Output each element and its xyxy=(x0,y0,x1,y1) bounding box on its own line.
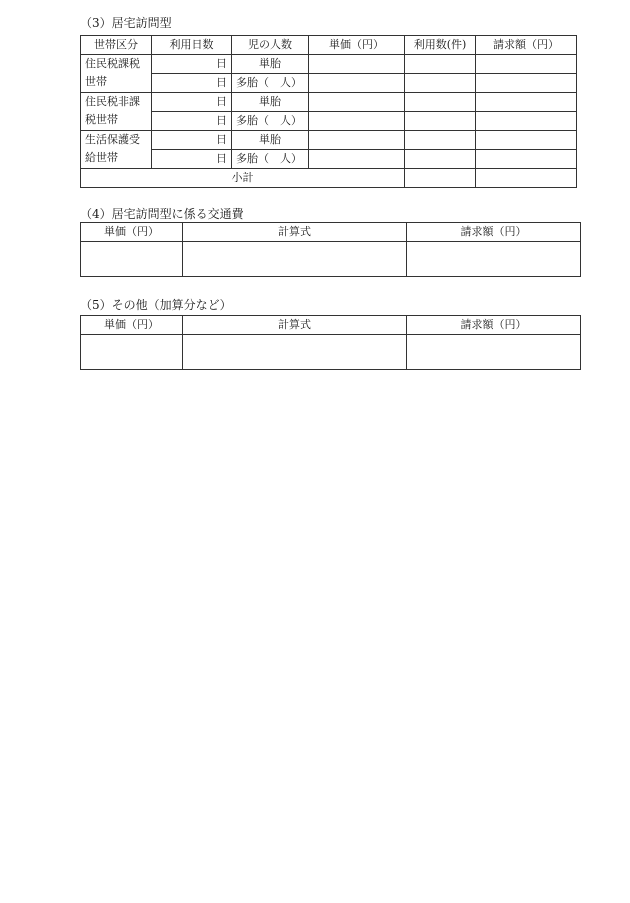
unit-price-cell[interactable] xyxy=(81,335,183,370)
days-cell[interactable]: 日 xyxy=(152,93,232,112)
billing-amount-cell[interactable] xyxy=(476,112,577,131)
children-cell: 多胎（ 人） xyxy=(232,150,309,169)
header-usage-count: 利用数(件) xyxy=(405,36,476,55)
formula-cell[interactable] xyxy=(183,242,407,277)
children-cell: 多胎（ 人） xyxy=(232,112,309,131)
children-cell: 単胎 xyxy=(232,93,309,112)
billing-amount-cell[interactable] xyxy=(476,131,577,150)
days-cell[interactable]: 日 xyxy=(152,131,232,150)
table-row xyxy=(81,55,577,74)
table-row xyxy=(81,131,577,150)
section5-title: （5）その他（加算分など） xyxy=(80,298,232,312)
unit-price-cell[interactable] xyxy=(309,93,405,112)
subtotal-billing-amount-cell[interactable] xyxy=(476,169,577,188)
category-line2: 税世帯 xyxy=(85,113,118,126)
days-cell[interactable]: 日 xyxy=(152,55,232,74)
household-category xyxy=(81,131,152,169)
header-formula: 計算式 xyxy=(183,316,407,335)
header-billing-amount: 請求額（円） xyxy=(407,223,581,242)
category-line2: 給世帯 xyxy=(85,151,118,164)
table-row xyxy=(81,242,581,277)
subtotal-label: 小計 xyxy=(81,169,405,188)
header-days: 利用日数 xyxy=(152,36,232,55)
table-header-row xyxy=(81,223,581,242)
usage-count-cell[interactable] xyxy=(405,74,476,93)
subtotal-row xyxy=(81,169,577,188)
usage-count-cell[interactable] xyxy=(405,55,476,74)
unit-price-cell[interactable] xyxy=(309,131,405,150)
unit-price-cell[interactable] xyxy=(309,150,405,169)
unit-price-cell[interactable] xyxy=(309,112,405,131)
section3-title: （3）居宅訪問型 xyxy=(80,16,172,30)
table-row xyxy=(81,150,577,169)
header-children: 児の人数 xyxy=(232,36,309,55)
table-header-row xyxy=(81,36,577,55)
children-cell: 多胎（ 人） xyxy=(232,74,309,93)
header-household: 世帯区分 xyxy=(81,36,152,55)
other-charges-table xyxy=(80,315,581,370)
usage-count-cell[interactable] xyxy=(405,131,476,150)
subtotal-usage-count-cell[interactable] xyxy=(405,169,476,188)
unit-price-cell[interactable] xyxy=(309,74,405,93)
section4-title: （4）居宅訪問型に係る交通費 xyxy=(80,207,244,221)
days-cell[interactable]: 日 xyxy=(152,150,232,169)
billing-amount-cell[interactable] xyxy=(476,55,577,74)
billing-amount-cell[interactable] xyxy=(476,93,577,112)
unit-price-cell[interactable] xyxy=(309,55,405,74)
formula-cell[interactable] xyxy=(183,335,407,370)
billing-amount-cell[interactable] xyxy=(476,74,577,93)
table-row xyxy=(81,335,581,370)
header-unit-price: 単価（円） xyxy=(81,316,183,335)
table-header-row xyxy=(81,316,581,335)
billing-amount-cell[interactable] xyxy=(476,150,577,169)
household-category xyxy=(81,55,152,93)
header-billing-amount: 請求額（円） xyxy=(407,316,581,335)
table-row xyxy=(81,74,577,93)
household-category xyxy=(81,93,152,131)
header-unit-price: 単価（円） xyxy=(309,36,405,55)
days-cell[interactable]: 日 xyxy=(152,112,232,131)
unit-price-cell[interactable] xyxy=(81,242,183,277)
category-line1: 住民税課税 xyxy=(85,57,140,70)
category-line2: 世帯 xyxy=(85,75,107,88)
table-row xyxy=(81,112,577,131)
billing-amount-cell[interactable] xyxy=(407,242,581,277)
header-formula: 計算式 xyxy=(183,223,407,242)
category-line1: 生活保護受 xyxy=(85,133,140,146)
children-cell: 単胎 xyxy=(232,131,309,150)
billing-amount-cell[interactable] xyxy=(407,335,581,370)
header-billing-amount: 請求額（円） xyxy=(476,36,577,55)
table-row xyxy=(81,93,577,112)
days-cell[interactable]: 日 xyxy=(152,74,232,93)
home-visit-table xyxy=(80,35,577,188)
usage-count-cell[interactable] xyxy=(405,93,476,112)
category-line1: 住民税非課 xyxy=(85,95,140,108)
children-cell: 単胎 xyxy=(232,55,309,74)
header-unit-price: 単価（円） xyxy=(81,223,183,242)
usage-count-cell[interactable] xyxy=(405,150,476,169)
transport-cost-table xyxy=(80,222,581,277)
usage-count-cell[interactable] xyxy=(405,112,476,131)
